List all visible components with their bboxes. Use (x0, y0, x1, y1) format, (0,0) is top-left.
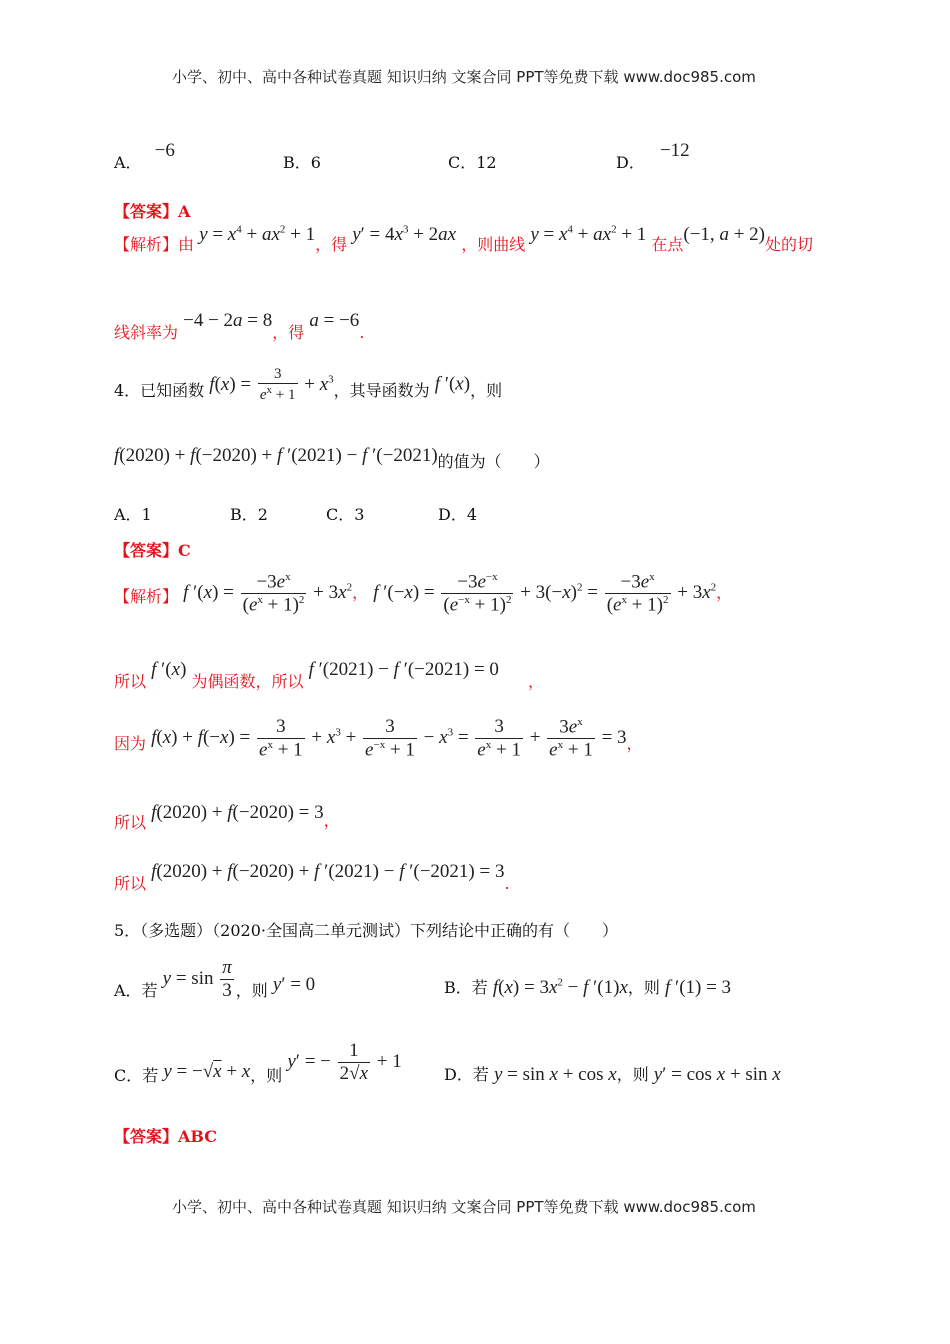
formula: f ′(x) = $\frac{-3e^x}{(e^x + 1)^2}$ + $3x^2$ (183, 571, 353, 616)
formula: y = sin $\frac{\pi}{3}$ (162, 957, 232, 1001)
q4-answer: 【答案】C (114, 541, 191, 560)
q4-option-c: C．3 (326, 505, 365, 524)
formula: a = −6 (309, 310, 360, 331)
formula: y = sin x + cos x (493, 1064, 617, 1085)
q3-option-a: A． −6 (114, 140, 175, 172)
page-header: 小学、初中、高中各种试卷真题 知识归纳 文案合同 PPT等免费下载 www.doc985.com (172, 68, 756, 86)
formula: f ′(x) (151, 659, 187, 680)
formula: f ′(−x) = $\frac{-3e^{-x}}{(e^{-x} + 1)^2}$ + $3(-x)^2$ = $\frac{-3e^x}{(e^x + 1)^2}$ + $3x^2$ (373, 571, 717, 616)
formula: y′ = cos x + sin x (653, 1064, 781, 1085)
formula: f ′(1) = 3 (665, 977, 732, 998)
formula: y′ = − $\frac{1}{2√x}$ + 1 (287, 1040, 402, 1084)
formula: (−1, a + 2) (683, 224, 765, 245)
formula: $y = x^4 + ax^2 + 1$ (530, 223, 647, 245)
analysis-label: 【解析】 (114, 235, 179, 254)
formula: f(x) = $\frac{3}{e^x + 1}$ + $x^3$ (209, 366, 334, 404)
formula: f ′(x) (434, 373, 471, 395)
q3-analysis-line1: 【解析】由 $y = x^4 + ax^2 + 1$，得 $y' = 4x^3 + 2ax$ ，则曲线 $y = x^4 + ax^2 + 1$ 在点(−1, a + 2)处的切 (114, 223, 813, 254)
formula: $y' = 4x^3 + 2ax$ (352, 223, 457, 245)
formula: f(2020) + f(−2020) + f ′(2021) − f ′(−2021) = 3 (151, 861, 505, 882)
formula: y′ = 0 (272, 973, 316, 995)
q4-option-a: A．1 (114, 505, 152, 524)
q4-option-d: D．4 (438, 505, 478, 524)
q3-answer: 【答案】A (114, 202, 191, 221)
q4-analysis-line4: 所以 f(2020) + f(−2020) = 3， (114, 802, 340, 832)
q3-option-d: D． −12 (616, 140, 690, 172)
formula: y = −√x + x (163, 1060, 251, 1082)
formula: f(2020) + f(−2020) = 3 (151, 802, 324, 823)
formula: $y = x^4 + ax^2 + 1$ (199, 223, 316, 245)
q3-option-c: C．12 (448, 153, 497, 172)
q5-option-d: D．若 y = sin x + cos x，则 y′ = cos x + sin x (444, 1064, 781, 1085)
formula: f(2020) + f(−2020) + f ′(2021) − f ′(−2021) (114, 445, 438, 466)
q4-analysis-line3: 因为 f(x) + f(−x) = $\frac{3}{e^x + 1}$ + $x^3$ + $\frac{3}{e^{-x} + 1}$ − $x^3$ = $\frac{3}{e^x + 1}$ + $\frac{3e^x}{e^x + 1}$ = 3， (114, 716, 643, 761)
q5-answer: 【答案】ABC (114, 1127, 217, 1146)
q5-option-c: C．若 y = −√x + x，则 y′ = − $\frac{1}{2√x}$ + 1 (114, 1040, 402, 1085)
q4-option-b: B．2 (230, 505, 268, 524)
q5-option-a: A．若 y = sin $\frac{\pi}{3}$ ，则 y′ = 0 (114, 957, 316, 1001)
q3-analysis-line2: 线斜率为 −4 − 2a = 8，得 a = −6. (114, 310, 365, 342)
formula: f ′(2021) − f ′(−2021) = 0 (308, 659, 499, 680)
q5-stem: 5．（多选题）（2020·全国高二单元测试）下列结论中正确的有（ ） (114, 921, 618, 940)
q4-stem-line2: f(2020) + f(−2020) + f ′(2021) − f ′(−2021)的值为（ ） (114, 445, 550, 471)
q3-option-b: B．6 (283, 153, 321, 172)
q4-analysis-line2: 所以 f ′(x) 为偶函数，所以 f ′(2021) − f ′(−2021) = 0 ， (114, 659, 545, 691)
q4-analysis-line5: 所以 f(2020) + f(−2020) + f ′(2021) − f ′(−2021) = 3. (114, 861, 510, 893)
q4-analysis-line1: 【解析】 f ′(x) = $\frac{-3e^x}{(e^x + 1)^2}$ + $3x^2$， f ′(−x) = $\frac{-3e^{-x}}{(e^{-x} + 1)^2}$ + $3(-x)^2$ = $\frac{-3e^x}{(e^x + 1)^2}$ + $3x^2$， (114, 571, 733, 616)
q5-option-b: B．若 $f(x) = 3x^2 - f$ ′(1)x，则 f ′(1) = 3 (444, 976, 732, 998)
page-footer: 小学、初中、高中各种试卷真题 知识归纳 文案合同 PPT等免费下载 www.doc985.com (172, 1198, 756, 1216)
formula: $f(x) = 3x^2 - f$ ′(1)x (492, 976, 628, 998)
q4-stem: 4．已知函数 f(x) = $\frac{3}{e^x + 1}$ + $x^3$，其导函数为 f ′(x)，则 (114, 366, 503, 404)
formula: f(x) + f(−x) = $\frac{3}{e^x + 1}$ + $x^3$ + $\frac{3}{e^{-x} + 1}$ − $x^3$ = $\frac{3}{e^x + 1}$ + $\frac{3e^x}{e^x + 1}$ = 3 (151, 716, 627, 761)
formula: −4 − 2a = 8 (183, 310, 273, 331)
